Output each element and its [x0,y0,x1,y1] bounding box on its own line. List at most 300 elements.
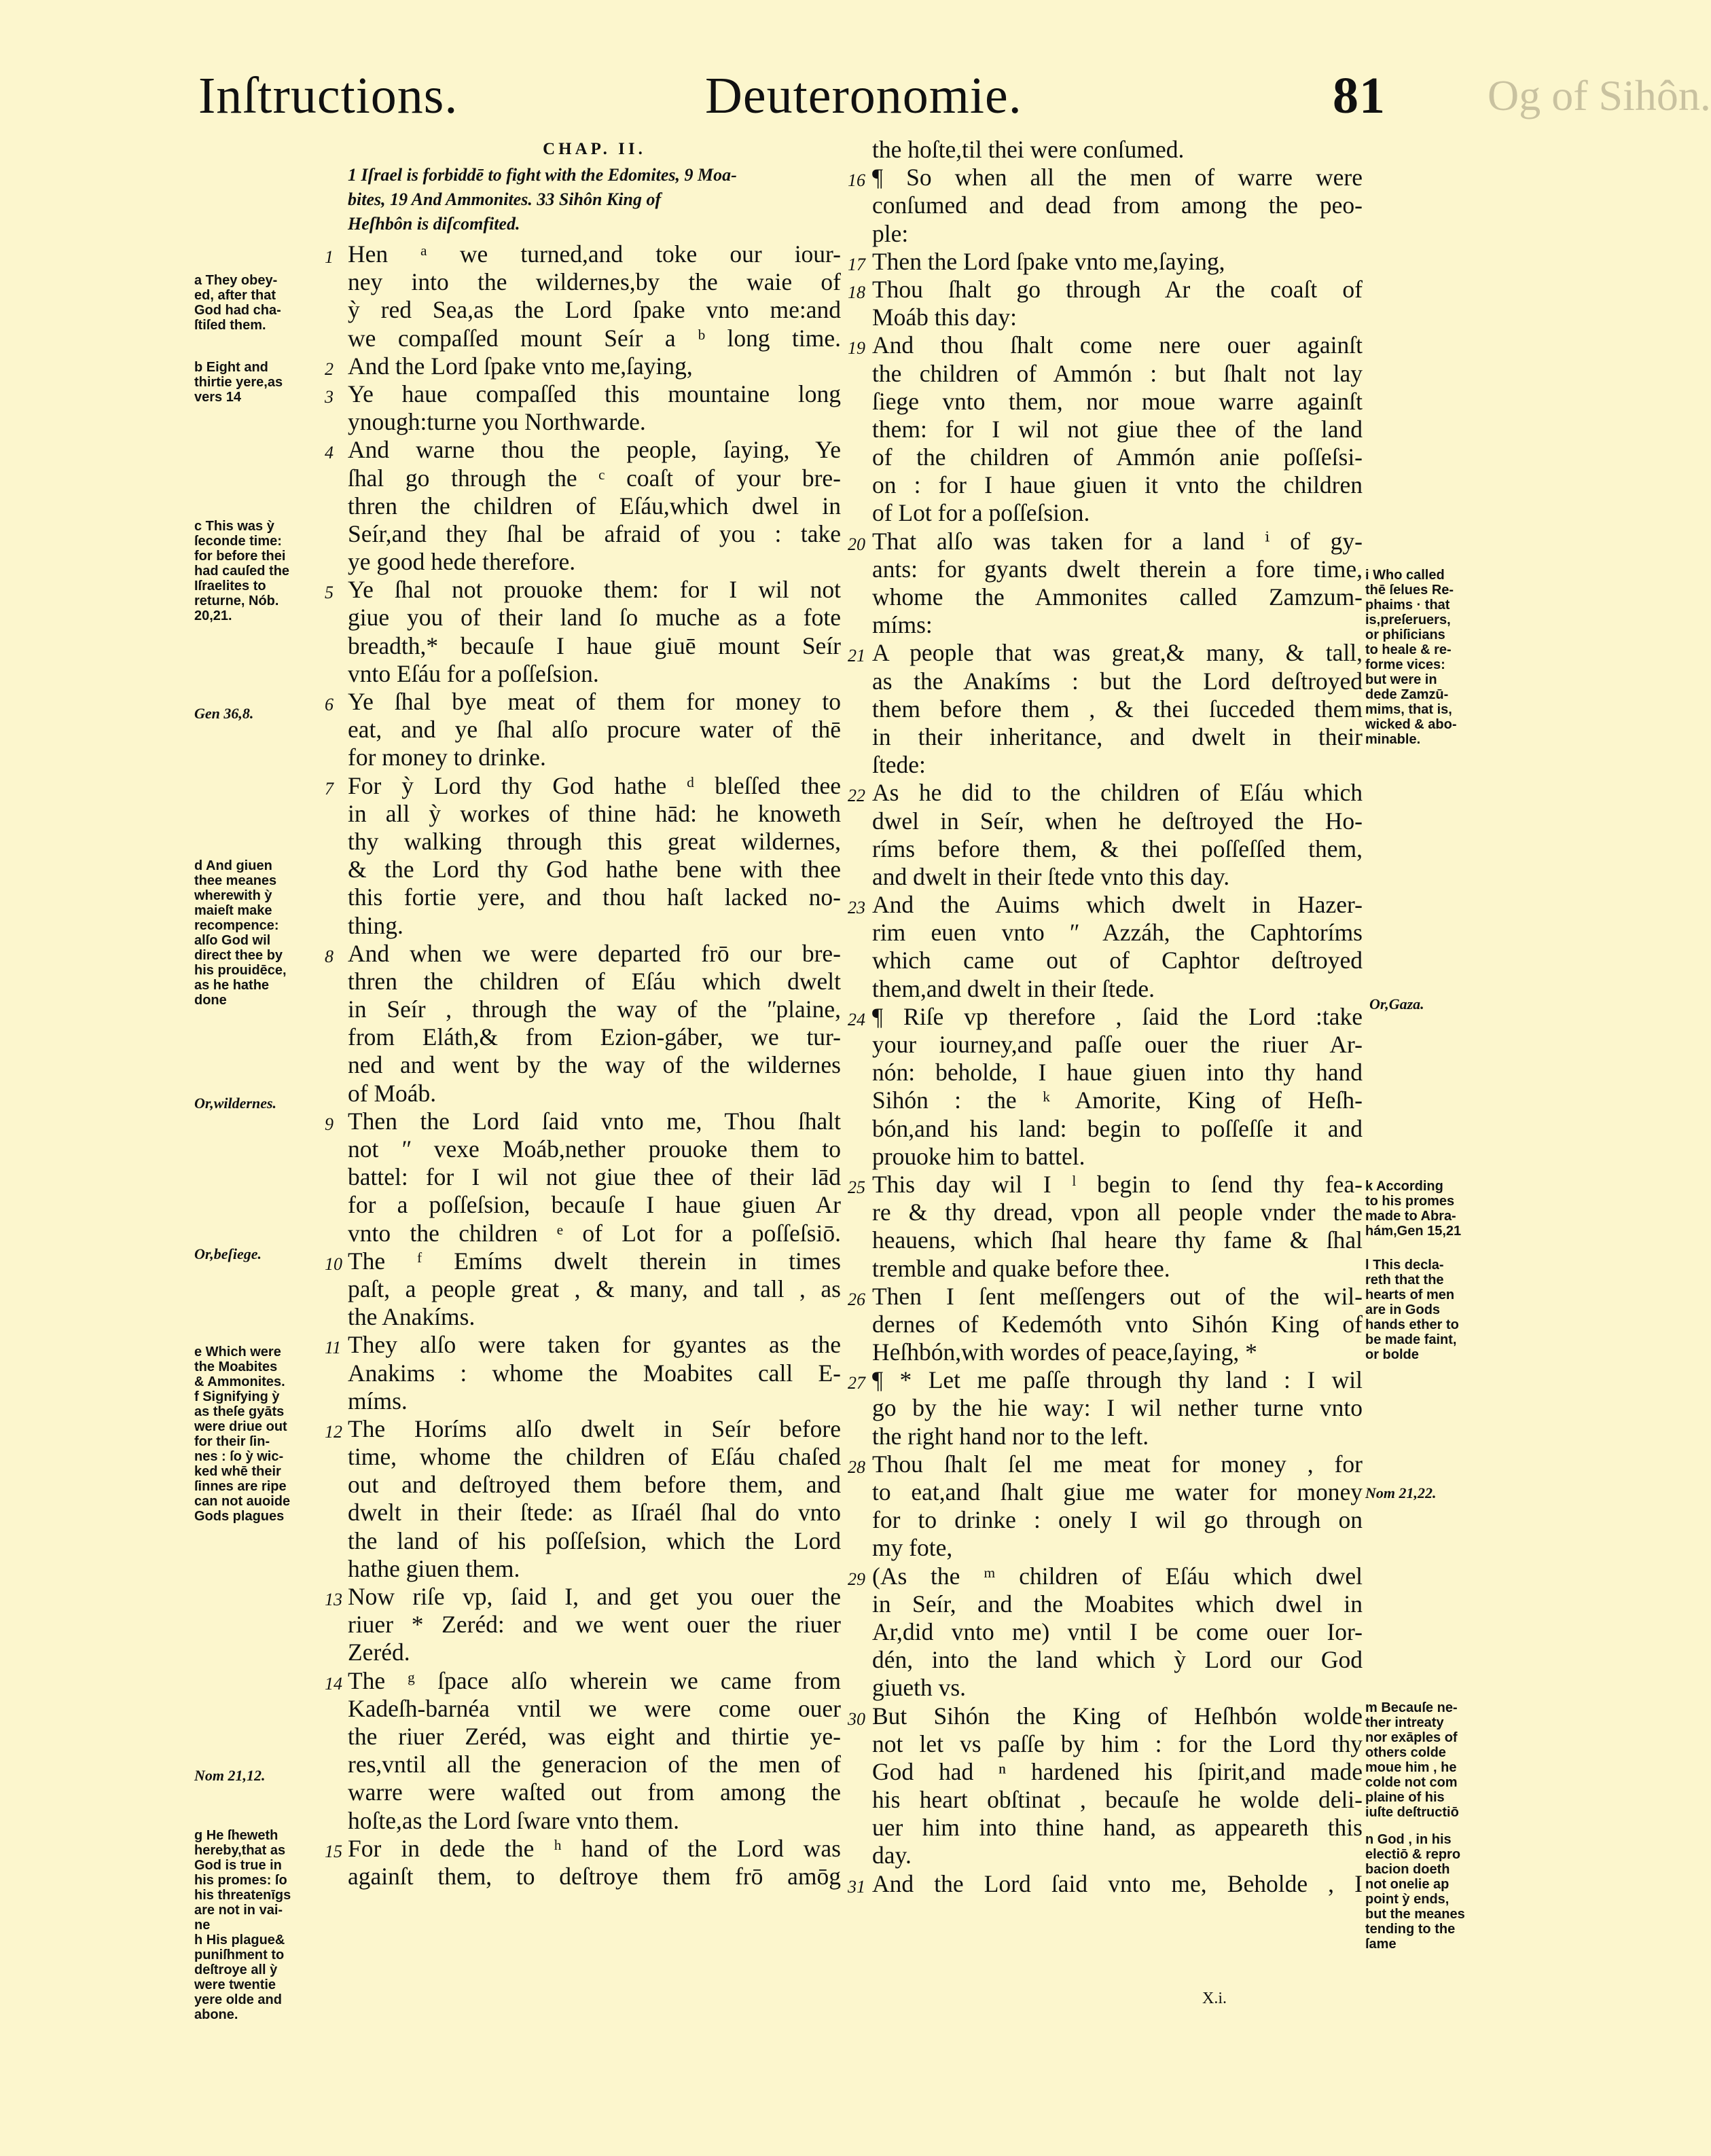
text-line [348,296,841,324]
text-line [325,1834,841,1863]
verse-number: 29 [848,1569,865,1589]
verse-number: 28 [848,1457,865,1477]
verse-text: the children of Ammón : but ſhalt not lay [872,359,1363,387]
verse-text: of Moáb. [348,1079,437,1107]
text-line [872,388,1363,416]
text-line [872,947,1363,974]
text-line [325,1331,841,1359]
text-line [348,632,841,660]
verse-number: 2 [325,359,334,379]
verse-number: 16 [848,170,865,191]
text-line [348,968,841,995]
verse-number: 12 [325,1421,342,1442]
text-line [872,1338,1363,1366]
verse-text: A people that was great,& many, & tall, [872,639,1363,667]
verse-text: bón,and his land: begin to poſſeſſe it and [872,1114,1363,1142]
verse-text: my fote, [872,1534,953,1562]
verse-text: in Seír , through the way of the ʺplaine, [348,995,841,1023]
chapter-summary-line: 1 Iſrael is forbiddē to fight with the Edomites, 9 Moa- [348,165,737,185]
text-line [348,1807,841,1835]
text-line [325,771,841,800]
margin-note: Or,Gaza. [1369,995,1424,1012]
verse-text: míms. [348,1387,408,1414]
verse-text: That alſo was taken for a land ⁱ of gy- [872,527,1363,555]
text-line [872,136,1363,164]
verse-text: for money to drinke. [348,744,546,771]
verse-text: Ye ſhal not prouoke them: for I wil not [348,576,841,604]
verse-text: and dwelt in their ſtede vnto this day. [872,862,1230,890]
text-line [872,1086,1363,1114]
text-line [872,1059,1363,1086]
verse-text: in their inheritance, and dwelt in their [872,723,1363,750]
verse-number: 11 [325,1338,342,1358]
verse-number: 31 [848,1876,865,1897]
text-line [872,668,1363,695]
verse-text: hoſte,as the Lord ſware vnto them. [348,1806,679,1834]
verse-text: ney into the wildernes,by the waie of [348,268,841,296]
text-line [872,1478,1363,1506]
verse-text: ſhal go through the ᶜ coaſt of your bre- [348,464,841,492]
text-line [872,1646,1363,1674]
text-line [325,240,841,268]
right-text-column [848,136,1363,1898]
text-line [348,548,841,576]
text-line [348,1359,841,1387]
margin-note: k According to his promes made to Abra- hám,Gen 15,21 [1365,1179,1462,1239]
text-line [848,1869,1363,1898]
text-line [348,604,841,632]
verse-number: 15 [325,1841,342,1861]
verse-text: on : for I haue giuen it vnto the children [872,471,1363,499]
text-line [348,1778,841,1806]
verse-number: 3 [325,386,334,407]
verse-text: dwelt in their ſtede: as Iſraél ſhal do vnto [348,1499,841,1527]
verse-text: ned and went by the way of the wildernes [348,1051,841,1079]
margin-note: c This was ỳ ſeconde time: for before thei had cauſed the Iſraelites to returne, Nób. 20,21. [194,519,290,623]
verse-text: & the Lord thy God hathe bene with thee [348,856,841,883]
text-line [348,1863,841,1890]
text-line [348,408,841,436]
verse-number: 26 [848,1289,865,1309]
right-column-verses [848,136,1363,1898]
verse-text: them,and dwelt in their ſtede. [872,974,1155,1002]
text-line [348,1443,841,1471]
text-line [348,1471,841,1499]
text-line [325,1666,841,1695]
verse-text: Moáb this day: [872,304,1017,331]
text-line [348,1191,841,1219]
margin-note: g He ſheweth hereby,that as God is true in his promes: ſo his threatenīgs are not in vai- ne h His plague& puniſhment to deſtroye all ỳ were twentie yere olde and abone. [194,1828,291,2022]
verse-text: ¶ Riſe vp therefore , ſaid the Lord :take [872,1002,1363,1030]
text-line [872,1842,1363,1869]
verse-text: of the children of Ammón anie poſſeſsi- [872,443,1363,471]
text-line [348,828,841,856]
verse-number: 13 [325,1590,342,1609]
verse-number: 17 [848,254,865,274]
chapter-summary-line: bites, 19 And Ammonites. 33 Sihôn King of [348,189,662,209]
text-line [348,1303,841,1331]
verse-text: Ye haue compaſſed this mountaine long [348,380,841,407]
text-line [348,1135,841,1163]
verse-text: hathe giuen them. [348,1554,520,1582]
verse-text: of Lot for a poſſeſsion. [872,499,1090,527]
verse-number: 23 [848,898,865,918]
left-text-column [325,136,841,1890]
text-line [848,331,1363,359]
verse-text: ants: for gyants dwelt therein a fore time, [872,555,1363,583]
verse-text: thing. [348,911,403,939]
verse-text: Then I ſent meſſengers out of the wil- [872,1282,1363,1310]
verse-text: go by the hie way: I wil nether turne vnto [872,1394,1363,1422]
verse-text: ¶ So when all the men of warre were [872,164,1363,191]
verse-text: As he did to the children of Eſáu which [872,779,1363,807]
verse-text: ỳ red Sea,as the Lord ſpake vnto me:and [348,296,841,324]
text-line [872,611,1363,639]
verse-text: giue you of their land ſo muche as a fote [348,604,841,632]
verse-text: But Sihón the King of Heſhbón wolde [872,1702,1363,1730]
verse-number: 25 [848,1177,865,1197]
verse-text: dén, into the land which ỳ Lord our God [872,1646,1363,1674]
text-line [872,1730,1363,1758]
verse-text: re & thy dread, vpon all people vnder the [872,1199,1363,1226]
verse-text: res,vntil all the generacion of the men of [348,1751,841,1778]
verse-text: prouoke him to battel. [872,1142,1085,1170]
text-line [872,304,1363,331]
verse-text: the hoſte,til thei were conſumed. [872,136,1185,163]
text-line [872,360,1363,388]
verse-text: dernes of Kedemóth vnto Sihón King of [872,1310,1363,1338]
text-line [348,1080,841,1108]
text-line [348,520,841,548]
text-line [348,716,841,744]
verse-number: 20 [848,534,865,554]
margin-note: Or,wildernes. [194,1095,277,1112]
text-line [348,1723,841,1751]
verse-text: This day wil I ˡ begin to ſend thy fea- [872,1170,1363,1198]
margin-note: Nom 21,12. [194,1767,266,1784]
text-line [848,1282,1363,1311]
text-line [872,1394,1363,1422]
verse-text: which came out of Caphtor deſtroyed [872,947,1363,974]
text-line [872,695,1363,723]
verse-text: giueth vs. [872,1674,967,1702]
verse-text: Ye ſhal bye meat of them for money to [348,688,841,715]
verse-text: to eat,and ſhalt giue me water for money [872,1478,1363,1505]
text-line [348,492,841,520]
text-line [872,1814,1363,1842]
verse-text: Sihón : the ᵏ Amorite, King of Heſh- [872,1086,1363,1114]
verse-number: 6 [325,695,334,714]
margin-note: n God , in his electiō & repro bacion doeth not onelie ap point ỳ ends, but the meanes tending to the ſame [1365,1832,1465,1952]
verse-number: 5 [325,583,334,603]
verse-text: Zeréd. [348,1639,410,1666]
verse-text: The Horíms alſo dwelt in Seír before [348,1414,841,1442]
text-line [348,1275,841,1303]
verse-number: 1 [325,247,334,267]
verse-text: God had ⁿ hardened his ſpirit,and made [872,1757,1363,1785]
verse-text: the land of his poſſeſsion, which the Lord [348,1527,841,1554]
text-line [348,883,841,911]
text-line [872,1590,1363,1618]
verse-text: uer him into thine hand, as appeareth this [872,1814,1363,1842]
verse-text: ple: [872,219,909,247]
verse-text: And when we were departed frō our bre- [348,939,841,967]
text-line [872,499,1363,527]
verse-text: vnto Eſáu for a poſſeſsion. [348,659,599,687]
text-line [872,1226,1363,1254]
text-line [872,1618,1363,1646]
text-line [872,1143,1363,1171]
verse-text: And thou ſhalt come nere ouer againſt [872,331,1363,359]
verse-text: Hen ᵃ we turned,and toke our iour- [348,240,841,268]
verse-text: Then the Lord ſaid vnto me, Thou ſhalt [348,1107,841,1135]
text-line [348,800,841,828]
verse-text: vnto the children ᵉ of Lot for a poſſeſsiō. [348,1219,841,1247]
margin-note: i Who called thē ſelues Re- phaims · that is,preſeruers, or phiſicians to heale & re- forme vices: but were in dede Zamzū- mims, that is, wicked & abo- minable. [1365,568,1457,747]
verse-text: The ᵍ ſpace alſo wherein we came from [348,1666,841,1694]
text-line [872,220,1363,248]
text-line [348,660,841,688]
text-line [848,891,1363,919]
verse-text: them: for I wil not giue thee of the land [872,415,1363,443]
verse-text: Then the Lord ſpake vnto me,ſaying, [872,247,1225,275]
chapter-summary-line: Heſhbôn is diſcomfited. [348,214,520,234]
text-line [348,325,841,352]
text-line [848,1366,1363,1394]
verse-text: them before them , & thei ſucceded them [872,695,1363,723]
verse-number: 22 [848,786,865,806]
verse-number: 4 [325,443,334,463]
text-line [872,555,1363,583]
text-line [348,1023,841,1051]
text-line [848,275,1363,304]
text-line [325,939,841,968]
verse-text: dwel in Seír, when he deſtroyed the Ho- [872,807,1363,835]
verse-text: heauens, which ſhal heare thy fame & ſhal [872,1226,1363,1254]
verse-number: 24 [848,1009,865,1029]
text-line [848,164,1363,191]
text-line [872,471,1363,499]
text-line [348,856,841,883]
chapter-title: CHAP. II. [543,140,646,158]
verse-text: not let vs paſſe by him : for the Lord thy [872,1730,1363,1757]
page-number: 81 [1333,67,1386,124]
verse-number: 9 [325,1114,334,1134]
margin-note: l This decla- reth that the hearts of men are in Gods hands ether to be made faint, or bolde [1365,1258,1459,1362]
verse-text: Thou ſhalt ſel me meat for money , for [872,1450,1363,1478]
text-line [872,1534,1363,1562]
verse-text: Seír,and they ſhal be afraid of you : take [348,519,841,547]
verse-text: ſiege vnto them, nor moue warre againſt [872,387,1363,415]
verse-text: not ʺ vexe Moáb,nether prouoke them to [348,1135,841,1163]
text-line [872,416,1363,443]
running-head-left: Inſtructions. [198,67,458,124]
text-line [325,1583,841,1611]
text-line [872,919,1363,947]
verse-text: this fortie yere, and thou haſt lacked no- [348,883,841,911]
text-line [848,639,1363,667]
text-line [872,975,1363,1003]
verse-text: ríms before them, & thei poſſeſſed them, [872,835,1363,862]
text-line [348,744,841,771]
verse-text: riuer * Zeréd: and we went ouer the riuer [348,1611,841,1639]
verse-text: we compaſſed mount Seír a ᵇ long time. [348,324,841,352]
verse-number: 30 [848,1709,865,1729]
running-head-book: Deuteronomie. [705,67,1022,124]
verse-text: his heart obſtinat , becauſe he wolde deli- [872,1786,1363,1814]
text-line [348,1695,841,1723]
verse-text: as the Anakíms : but the Lord deſtroyed [872,667,1363,695]
verse-text: the right hand nor to the left. [872,1422,1149,1450]
verse-text: Now riſe vp, ſaid I, and get you ouer the [348,1583,841,1610]
text-line [348,1611,841,1639]
verse-text: ye good hede therefore. [348,548,576,576]
margin-note: Gen 36,8. [194,705,254,722]
text-line [325,1247,841,1275]
text-line [872,835,1363,863]
verse-number: 8 [325,946,334,966]
text-line [872,807,1363,835]
verse-number: 18 [848,282,865,302]
text-line [872,1674,1363,1702]
verse-text: thren the children of Eſáu which dwelt [348,967,841,995]
bleed-through-text: Og of Sihôn. [1488,71,1711,120]
text-line [872,191,1363,219]
text-line [872,1786,1363,1814]
verse-text: ſtede: [872,751,926,779]
margin-note: b Eight and thirtie yere,as vers 14 [194,360,283,405]
verse-text: your iourney,and paſſe ouer the riuer Ar- [872,1031,1363,1058]
text-line [348,1639,841,1666]
text-line [872,1031,1363,1059]
verse-number: 7 [325,778,334,799]
verse-number: 27 [848,1373,865,1393]
text-line [872,751,1363,779]
verse-text: Heſhbón,with wordes of peace,ſaying, * [872,1338,1257,1366]
text-line [348,1751,841,1778]
verse-text: And the Lord ſaid vnto me, Beholde , I [872,1869,1363,1897]
margin-note: m Becauſe ne- ther intreaty nor exāples of others colde moue him , he colde not com plaine of his iuſte deſtructiō [1365,1700,1459,1820]
verse-text: conſumed and dead from among the peo- [872,191,1363,219]
verse-text: breadth,* becauſe I haue giuē mount Seír [348,632,841,659]
verse-text: day. [872,1842,912,1869]
text-line [872,1199,1363,1226]
verse-text: Anakims : whome the Moabites call E- [348,1359,841,1387]
verse-text: And the Auims which dwelt in Hazer- [872,891,1363,919]
verse-text: the riuer Zeréd, was eight and thirtie ye- [348,1722,841,1750]
text-line [325,436,841,464]
text-line [348,1499,841,1527]
text-line [872,1255,1363,1283]
margin-note: a They obey- ed, after that God had cha- ſtiſed them. [194,273,281,333]
verse-text: For in dede the ʰ hand of the Lord was [348,1834,841,1862]
text-line [848,527,1363,555]
text-line [872,1115,1363,1143]
verse-text: eat, and ye ſhal alſo procure water of thē [348,716,841,744]
verse-text: rim euen vnto ʺ Azzáh, the Caphtoríms [872,919,1363,947]
text-line [848,1002,1363,1031]
text-line [325,352,841,380]
verse-number: 21 [848,646,865,666]
margin-note: Or,beſiege. [194,1245,262,1262]
text-line [848,1702,1363,1730]
verse-text: (As the ᵐ children of Eſáu which dwel [872,1562,1363,1590]
text-line [348,464,841,492]
verse-text: They alſo were taken for gyantes as the [348,1331,841,1359]
verse-text: thy walking through this great wildernes, [348,827,841,855]
text-line [325,380,841,408]
text-line [348,1527,841,1555]
text-line [872,1423,1363,1450]
verse-text: nón: beholde, I haue giuen into thy hand [872,1059,1363,1086]
verse-text: in all ỳ workes of thine hād: he knoweth [348,799,841,827]
verse-text: For ỳ Lord thy God hathe ᵈ bleſſed thee [348,771,841,799]
margin-note: Nom 21,22. [1365,1484,1437,1501]
verse-text: And warne thou the people, ſaying, Ye [348,436,841,464]
verse-text: the Anakíms. [348,1303,475,1331]
text-line [872,723,1363,751]
verse-text: warre were waſted out from among the [348,1778,841,1806]
text-line [872,863,1363,891]
verse-text: whome the Ammonites called Zamzum- [872,583,1363,610]
text-line [348,268,841,296]
text-line [348,1051,841,1079]
text-line [348,912,841,940]
text-line [872,1506,1363,1534]
text-line [348,1163,841,1191]
text-line [325,688,841,716]
text-line [848,1450,1363,1478]
verse-text: And the Lord ſpake vnto me,ſaying, [348,352,693,380]
verse-text: The ᶠ Emíms dwelt therein in times [348,1247,841,1275]
text-line [325,1414,841,1443]
verse-text: for to drinke : onely I wil go through on [872,1506,1363,1534]
text-line [872,1758,1363,1786]
verse-text: paſt, a people great , & many, and tall , as [348,1275,841,1302]
text-line [848,1170,1363,1199]
verse-number: 14 [325,1673,342,1694]
verse-text: out and deſtroyed them before them, and [348,1471,841,1499]
margin-note: d And giuen thee meanes wherewith ỳ maieſt make recompence: alſo God wil direct thee by his prouidēce, as he hathe done [194,858,287,1008]
verse-text: Ar,did vnto me) vntil I be come ouer Ior- [872,1618,1363,1645]
verse-text: for a poſſeſsion, becauſe I haue giuen Ar [348,1191,841,1219]
text-line [348,1387,841,1415]
signature-mark: X.i. [1202,1990,1227,2007]
text-line [348,995,841,1023]
left-column-verses [325,240,841,1890]
margin-note: e Which were the Moabites & Ammonites. f Signifying ỳ as theſe gyāts were driue out for their ſin- nes : ſo ỳ wic- ked whē their ſinnes are ripe can not auoide Gods plagues [194,1345,291,1524]
text-line [872,583,1363,611]
verse-text: tremble and quake before thee. [872,1254,1170,1282]
verse-text: thren the children of Eſáu,which dwel in [348,492,841,519]
text-line [848,247,1363,276]
verse-text: battel: for I wil not giue thee of their lād [348,1163,841,1191]
verse-text: from Eláth,& from Ezion-gáber, we tur- [348,1023,841,1051]
text-line [872,1311,1363,1338]
verse-text: ynough:turne you Northwarde. [348,408,646,436]
verse-text: in Seír, and the Moabites which dwel in [872,1590,1363,1618]
text-line [848,1562,1363,1590]
text-line [348,1555,841,1583]
verse-text: ¶ * Let me paſſe through thy land : I wil [872,1366,1363,1394]
text-line [325,1107,841,1135]
verse-number: 19 [848,338,865,359]
verse-text: time, whome the children of Eſáu chaſed [348,1443,841,1471]
verse-number: 10 [325,1254,342,1274]
text-line [872,443,1363,471]
verse-text: míms: [872,611,933,639]
verse-text: againſt them, to deſtroye them frō amōg [348,1862,841,1890]
